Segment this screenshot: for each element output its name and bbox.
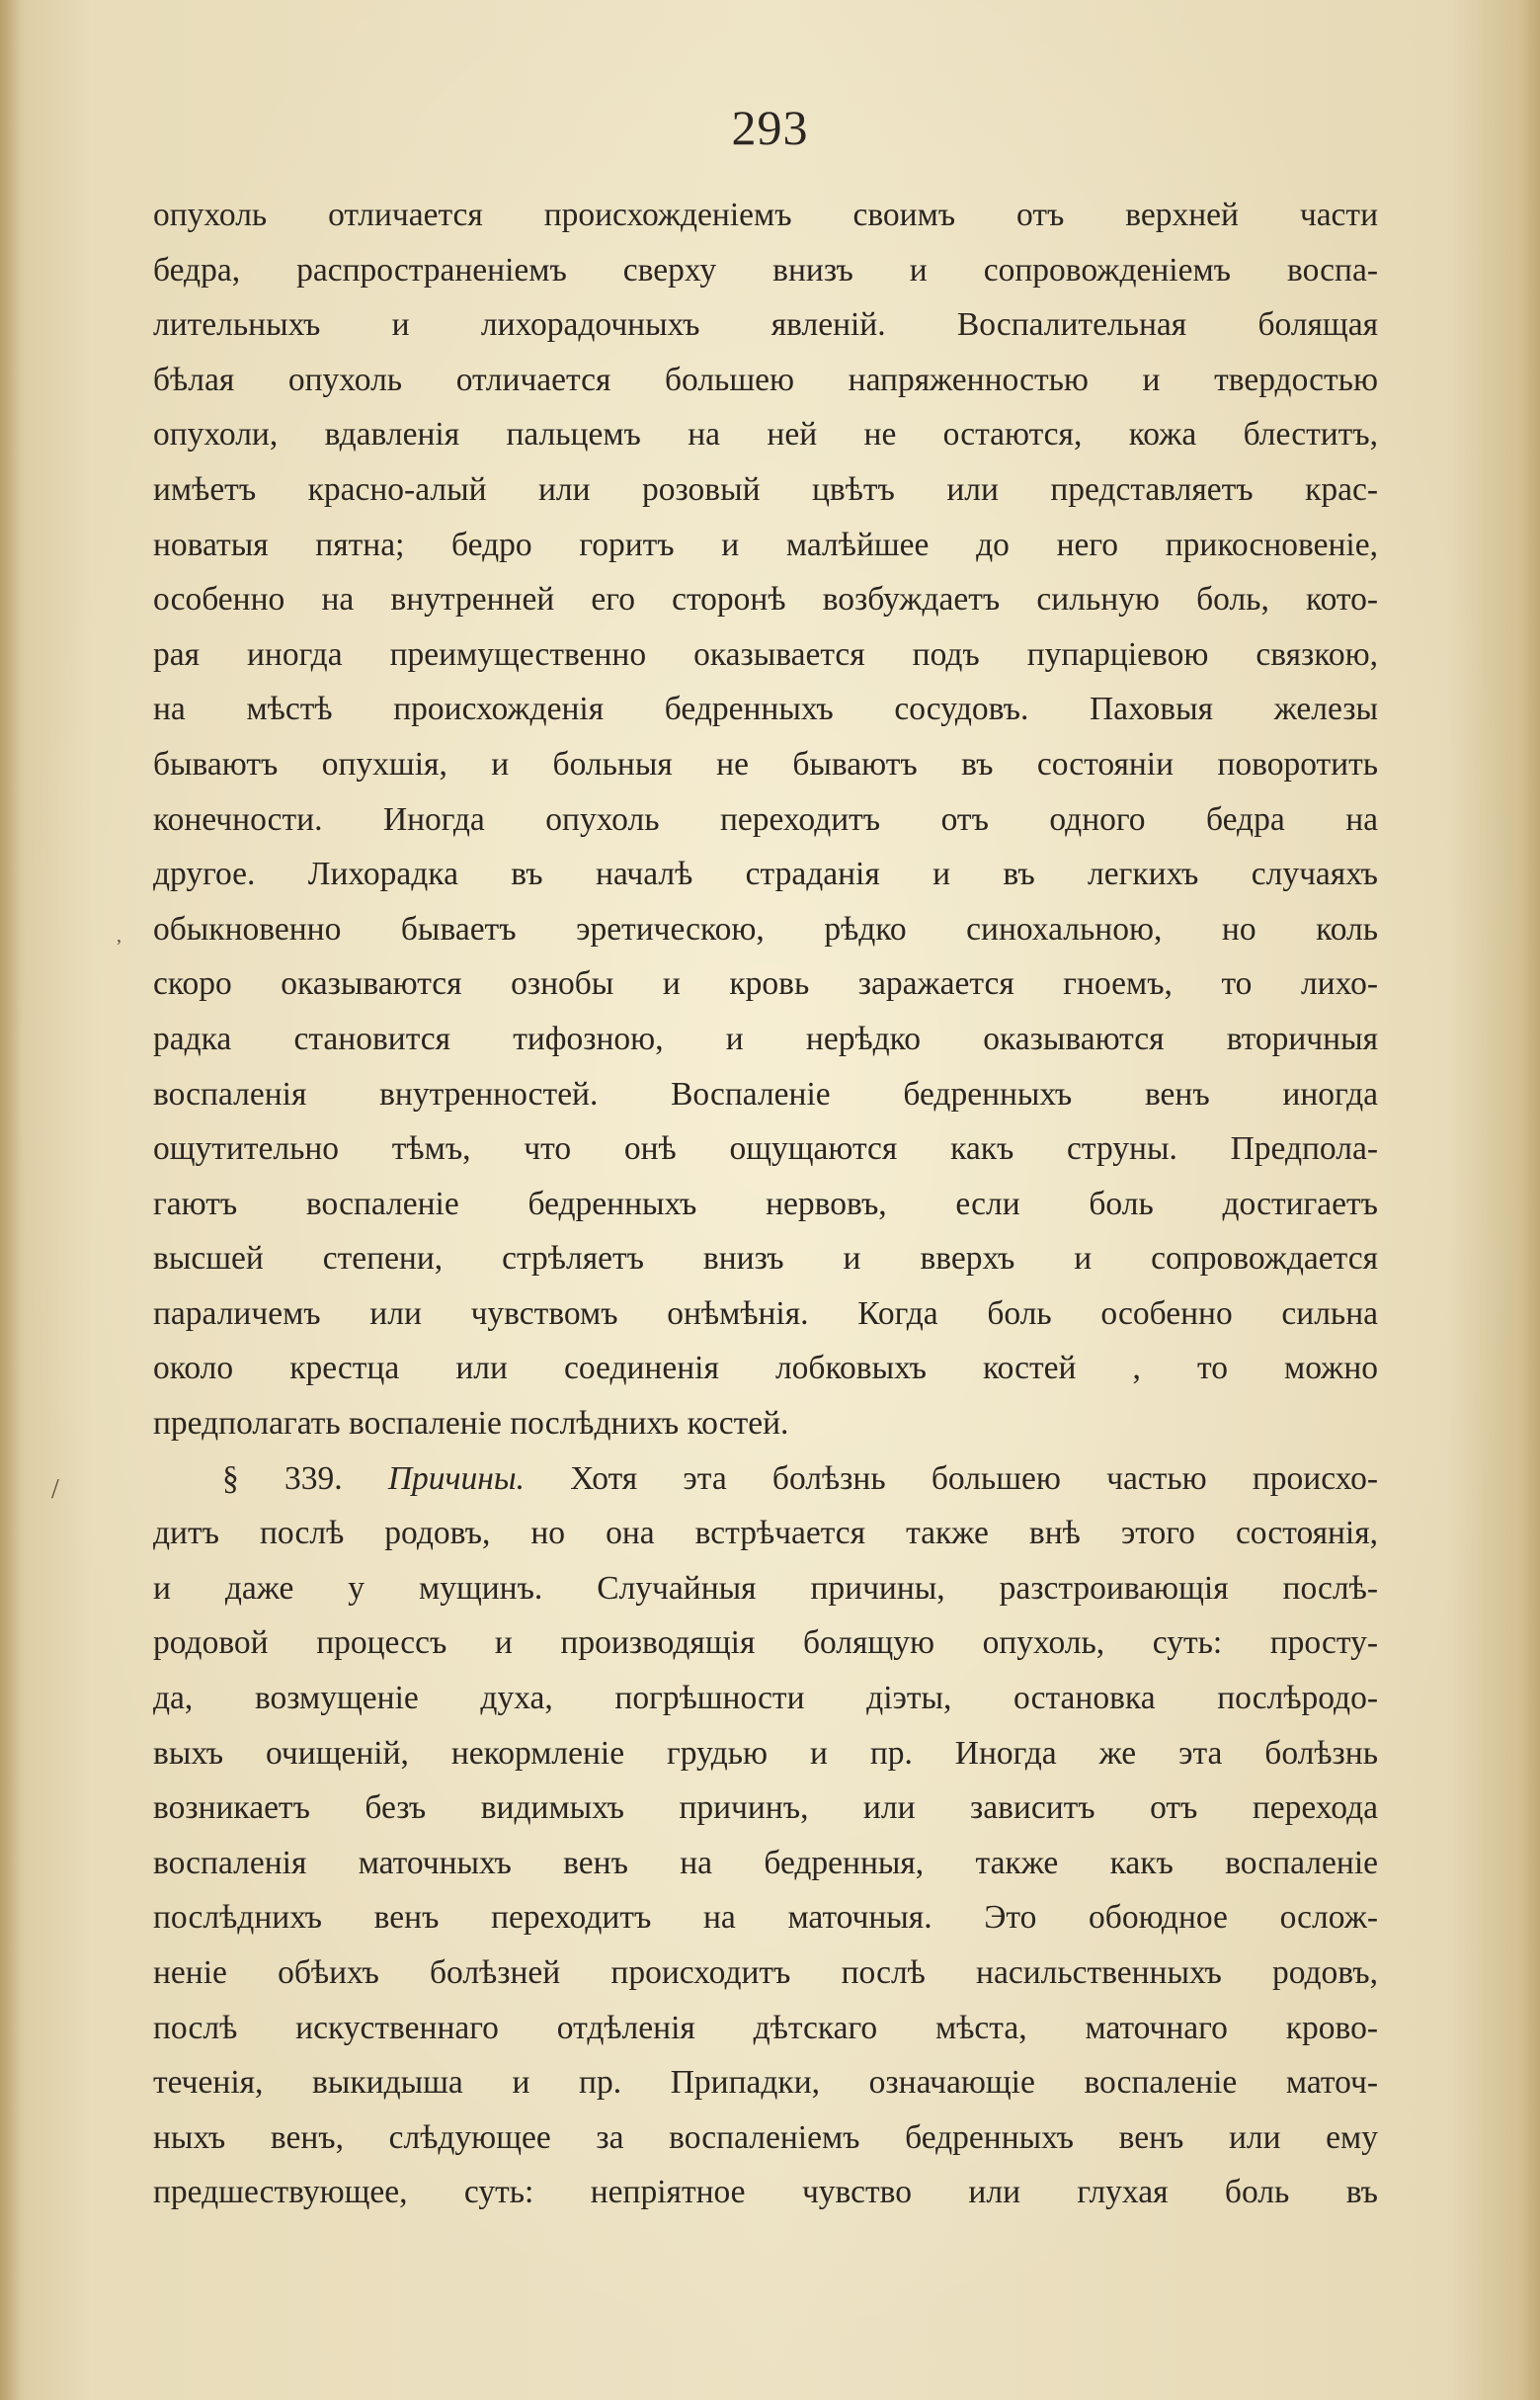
text-line: родовой процессъ и производящія болящую опухоль, суть: просту- — [153, 1624, 1378, 1662]
text-line: новатыя пятна; бедро горитъ и малѣйшее до него прикосновеніе, — [153, 526, 1378, 563]
text-line: рая иногда преимущественно оказывается подъ пупарціевою связкою, — [153, 635, 1378, 673]
paragraph-causes — [153, 1451, 1378, 2220]
text-line: опухоль отличается происхожденіемъ своимъ отъ верхней части — [153, 197, 1378, 233]
text-line: ощутительно тѣмъ, что онѣ ощущаются какъ струны. Предпола- — [153, 1130, 1378, 1168]
text-line: высшей степени, стрѣляетъ внизъ и вверхъ и сопровождается — [153, 1240, 1378, 1278]
text-line: предполагать воспаленіе послѣднихъ костей. — [153, 1405, 789, 1443]
text-line: воспаленія внутренностей. Воспаленіе бедренныхъ венъ иногда — [153, 1075, 1378, 1113]
page-edge-shadow-left — [0, 0, 22, 2400]
text-line: бедра, распространеніемъ сверху внизъ и сопровожденіемъ воспа- — [153, 251, 1378, 289]
section-number: § 339. — [222, 1459, 343, 1497]
text-line: неніе обѣихъ болѣзней происходитъ послѣ насильственныхъ родовъ, — [153, 1954, 1378, 1991]
text-line: другое. Лихорадка въ началѣ страданія и въ легкихъ случаяхъ — [153, 856, 1378, 893]
text-line: особенно на внутренней его сторонѣ возбуждаетъ сильную боль, кото- — [153, 581, 1378, 619]
paragraph-symptoms — [153, 188, 1378, 1451]
text-line: лительныхъ и лихорадочныхъ явленій. Воспалительная болящая — [153, 306, 1378, 344]
text-line: бѣлая опухоль отличается большею напряженностью и твердостью — [153, 361, 1378, 398]
text-line: около крестца или соединенія лобковыхъ костей , то можно — [153, 1350, 1378, 1387]
text-line: параличемъ или чувствомъ онѣмѣнія. Когда боль особенно сильна — [153, 1294, 1378, 1332]
text-line: конечности. Иногда опухоль переходитъ отъ одного бедра на — [153, 800, 1378, 838]
text-line: имѣетъ красно-алый или розовый цвѣтъ или представляетъ крас- — [153, 470, 1378, 508]
section-first-line-text: Хотя эта болѣзнь большею частью происхо- — [570, 1459, 1379, 1497]
text-line: скоро оказываются ознобы и кровь заражается гноемъ, то лихо- — [153, 965, 1378, 1003]
text-line: бываютъ опухшія, и больныя не бываютъ въ состояніи поворотить — [153, 745, 1378, 783]
text-line: радка становится тифозною, и нерѣдко оказываются вторичныя — [153, 1020, 1378, 1057]
text-line: обыкновенно бываетъ эретическою, рѣдко синохальною, но коль — [153, 910, 1378, 948]
text-line: предшествующее, суть: непріятное чувство или глухая боль въ — [153, 2174, 1378, 2211]
text-line: послѣднихъ венъ переходитъ на маточныя. Это обоюдное ослож- — [153, 1899, 1378, 1937]
text-line: возникаетъ безъ видимыхъ причинъ, или зависитъ отъ перехода — [153, 1789, 1378, 1827]
text-line: выхъ очищеній, некормленіе грудью и пр. Иногда же эта болѣзнь — [153, 1734, 1378, 1772]
text-line: воспаленія маточныхъ венъ на бедренныя, также какъ воспаленіе — [153, 1844, 1378, 1881]
section-first-line — [153, 1451, 1378, 1507]
text-line: опухоли, вдавленія пальцемъ на ней не остаются, кожа блеститъ, — [153, 416, 1378, 454]
text-line: дитъ послѣ родовъ, но она встрѣчается также внѣ этого состоянія, — [153, 1515, 1378, 1552]
section-heading: Причины. — [387, 1459, 525, 1497]
text-line: ныхъ венъ, слѣдующее за воспаленіемъ бедренныхъ венъ или ему — [153, 2118, 1378, 2156]
margin-mark: / — [51, 1474, 59, 1505]
margin-mark: , — [117, 925, 122, 947]
text-line: гаютъ воспаленіе бедренныхъ нервовъ, если боль достигаетъ — [153, 1185, 1378, 1222]
page-edge-shadow-right — [1522, 0, 1540, 2400]
text-line: на мѣстѣ происхожденія бедренныхъ сосудовъ. Паховыя железы — [153, 691, 1378, 728]
text-line: и даже у мущинъ. Случайныя причины, разстроивающія послѣ- — [153, 1569, 1378, 1607]
text-line: теченія, выкидыша и пр. Припадки, означающіе воспаленіе маточ- — [153, 2064, 1378, 2102]
text-line: да, возмущеніе духа, погрѣшности діэты, остановка послѣродо- — [153, 1680, 1378, 1717]
text-line: послѣ искуственнаго отдѣленія дѣтскаго мѣста, маточнаго крово- — [153, 2009, 1378, 2046]
body-text — [153, 188, 1378, 2220]
page-number: 293 — [731, 100, 809, 155]
